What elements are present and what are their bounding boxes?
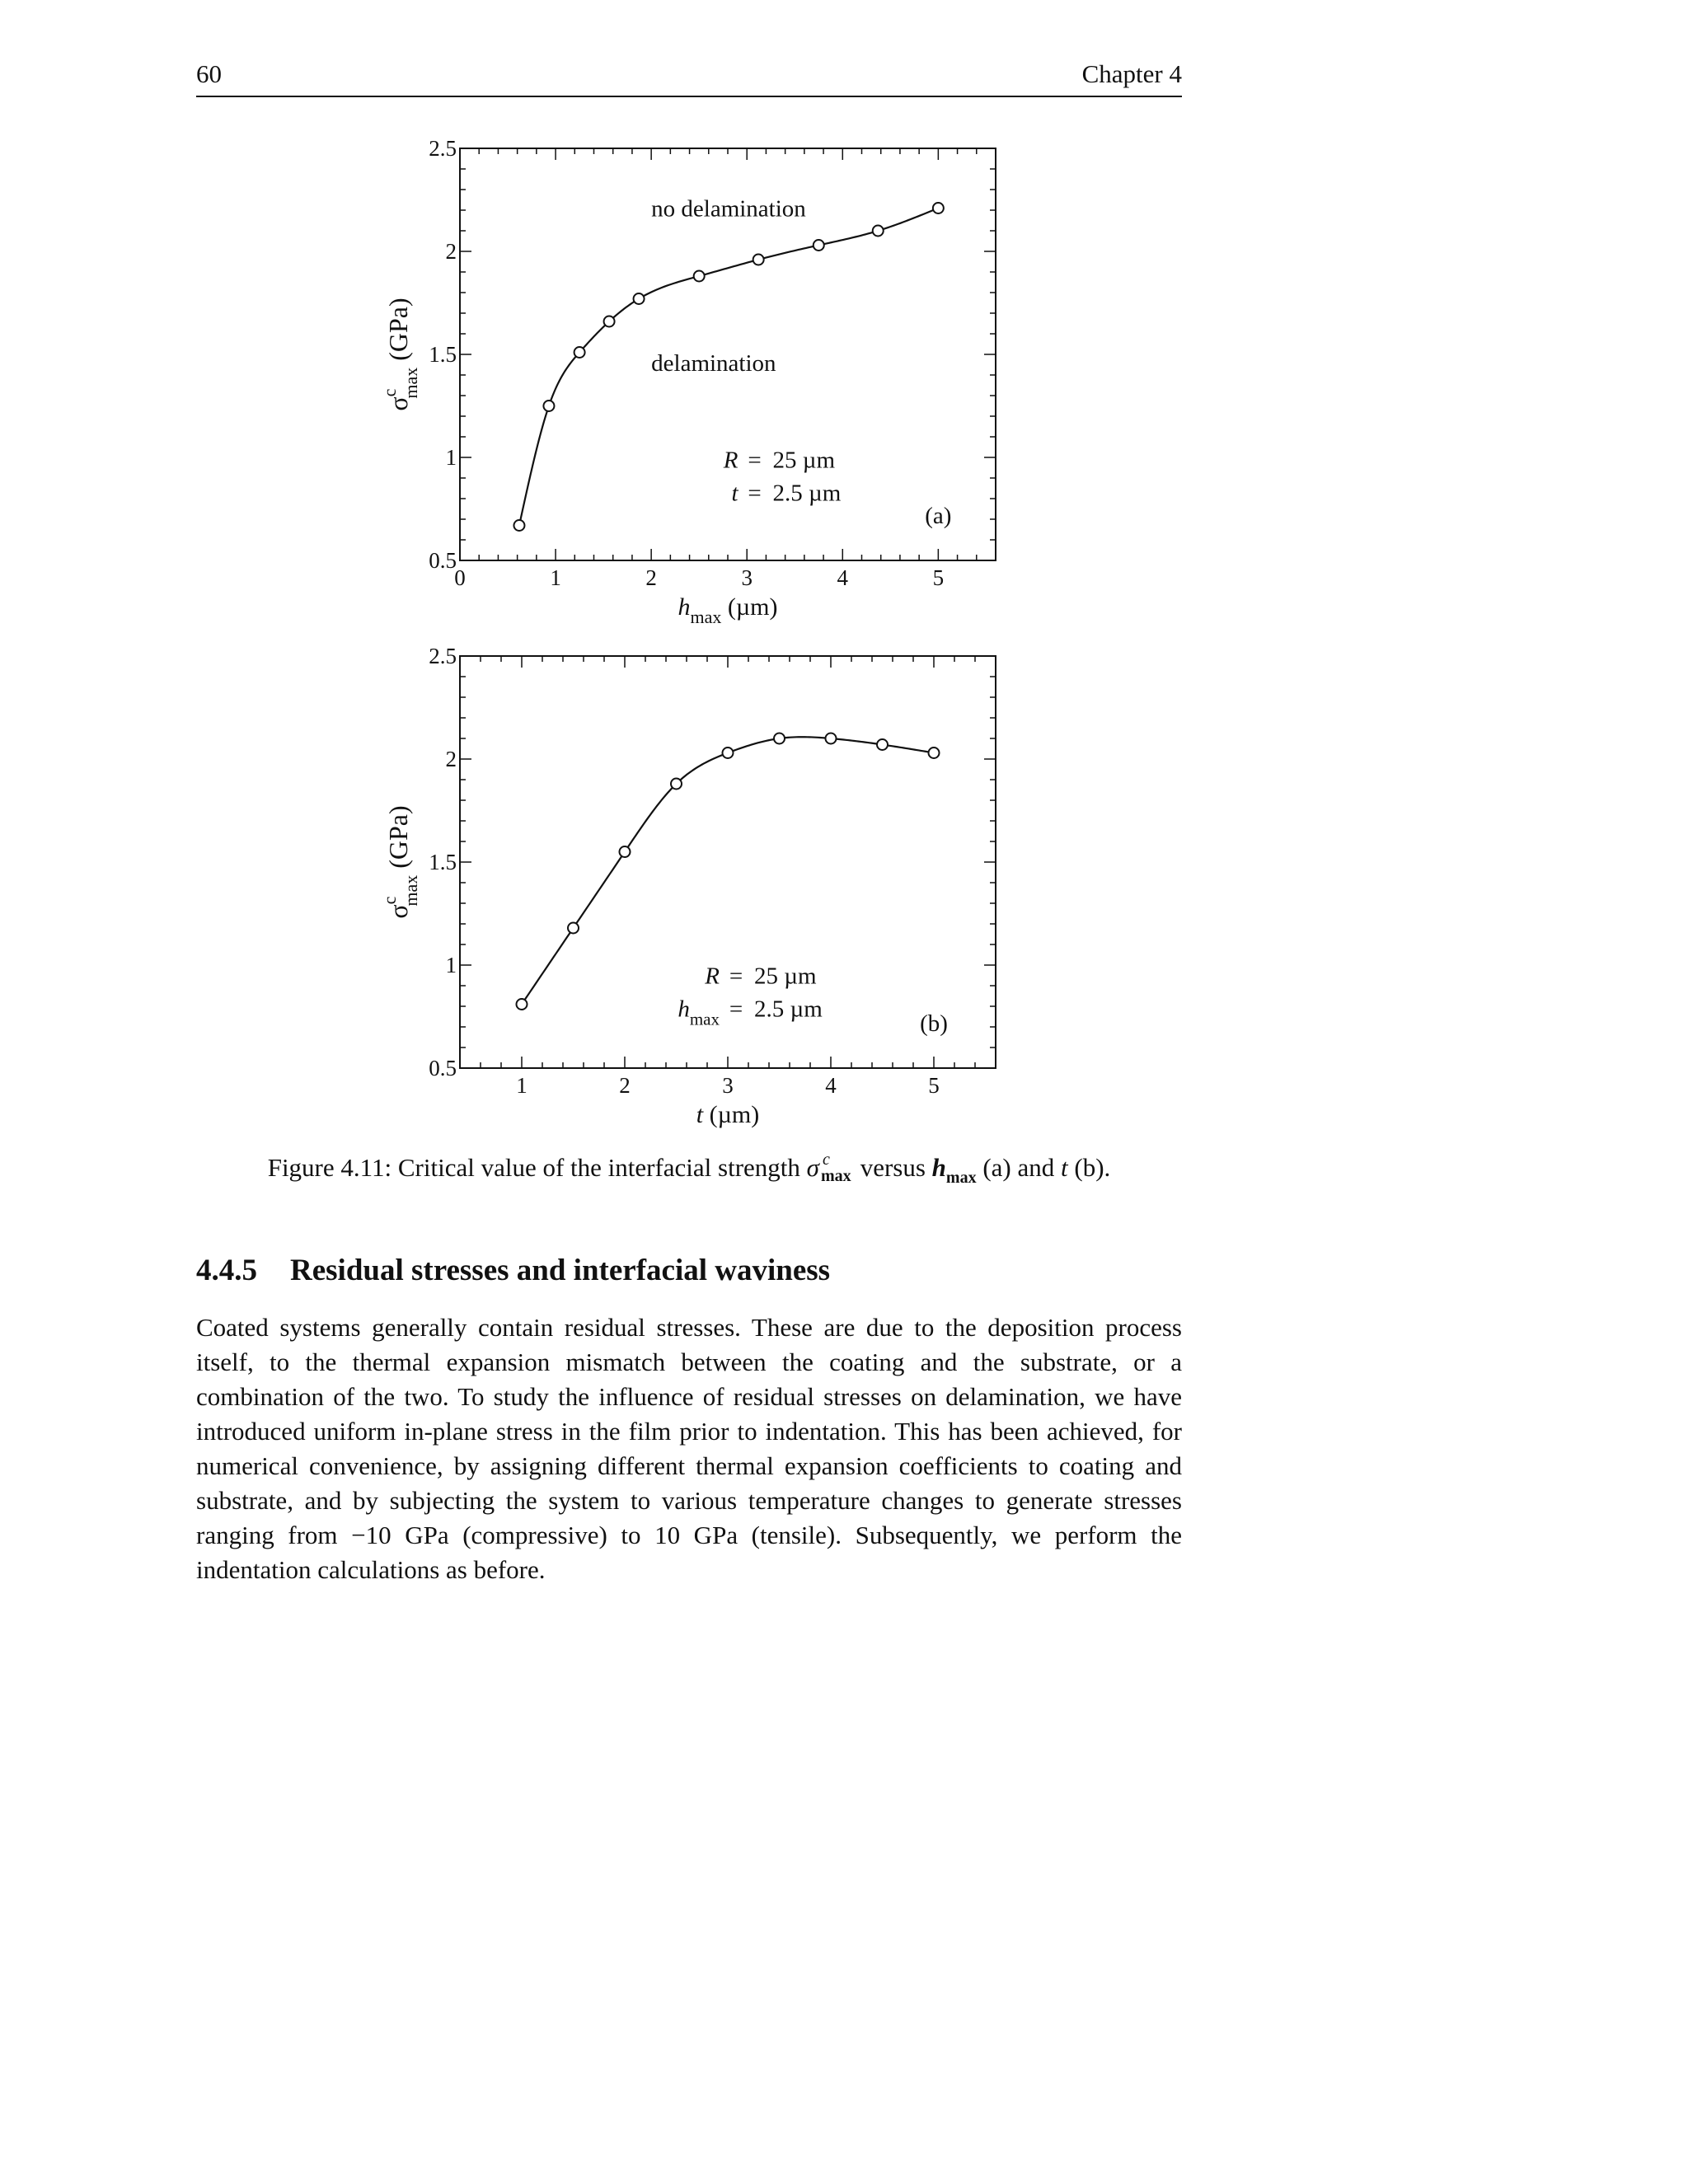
chart-b-data-point (929, 748, 940, 758)
chart-a-x-axis-sub: max (690, 607, 722, 627)
chart-a-annotation-upper: no delamination (651, 195, 806, 223)
chart-a-y-tick-label: 1 (445, 445, 457, 470)
chart-b-x-tick-label: 4 (825, 1073, 837, 1098)
chart-b-x-tick-label: 2 (619, 1073, 631, 1098)
chart-a-data-point (634, 293, 645, 304)
chart-b-param2-symbol (678, 996, 720, 1029)
chart-b-y-tick-label: 0.5 (429, 1056, 457, 1080)
chart-b-data-point (877, 739, 888, 750)
figure-caption (196, 1151, 1182, 1187)
chart-a-y-axis-sup: c (379, 388, 400, 397)
chart-b-data-point (723, 748, 734, 758)
chart-b-y-axis-sup: c (379, 896, 400, 905)
chart-b-y-axis-symbol: σ (383, 904, 413, 919)
chart-a-y-tick-label: 1.5 (429, 342, 457, 367)
chart-b-y-axis-sub: max (401, 874, 421, 907)
chart-b-param2-equals: = (729, 996, 743, 1023)
chart-a-x-axis-symbol: h (678, 593, 691, 621)
caption-sigma-scripts (819, 1151, 854, 1185)
chart-b-data-point (774, 733, 785, 744)
chart-b (379, 635, 1030, 1137)
chart-a-data-point (814, 240, 824, 251)
chart-b-data-point (517, 999, 528, 1010)
section-title: Residual stresses and interfacial waviness (290, 1254, 831, 1287)
chart-a-y-axis-symbol: σ (383, 396, 413, 411)
chart-b-y-tick-label: 2.5 (429, 644, 457, 668)
chart-b-x-axis-unit: (µm) (703, 1101, 760, 1128)
page-header (196, 53, 1182, 97)
chart-b-param1-value: 25 µm (754, 963, 817, 990)
caption-sigma-sup: c (822, 1151, 830, 1169)
chart-b-param2-symbol-sub: max (689, 1009, 720, 1029)
chart-a-y-axis-label (379, 298, 421, 410)
chart-a-y-tick-label: 0.5 (429, 548, 457, 573)
chart-b-data-point (620, 846, 631, 857)
chart-b-data-point (826, 733, 837, 744)
chart-a-x-axis-label (678, 593, 778, 627)
chart-a-y-tick-label: 2 (445, 239, 457, 264)
chart-b-data-point (671, 779, 682, 790)
caption-mid: versus (853, 1153, 932, 1182)
chart-b-x-axis-symbol: t (696, 1101, 704, 1128)
caption-h: h (931, 1153, 946, 1182)
chart-a-data-point (513, 520, 524, 531)
chart-a-data-point (873, 226, 884, 237)
chart-a-param1-symbol (723, 448, 738, 474)
chart-a-x-tick-label: 3 (741, 565, 753, 590)
section-number: 4.4.5 (196, 1254, 257, 1287)
chart-b-y-tick-label: 1.5 (429, 850, 457, 874)
chart-a-annotation-lower: delamination (651, 350, 776, 377)
chart-a-x-axis-unit: (µm) (721, 593, 778, 621)
chart-a-x-tick-label: 1 (550, 565, 561, 590)
chart-b-data-point (568, 923, 579, 934)
chart-b-y-tick-label: 2 (445, 747, 457, 771)
caption-prefix: Figure 4.11: Critical value of the interfacial strength (267, 1153, 807, 1182)
chart-b-panel-label: (b) (920, 1010, 948, 1037)
chart-a-x-tick-label: 5 (932, 565, 945, 590)
chart-a (379, 124, 1030, 635)
chart-a-param2-value: 2.5 µm (772, 480, 842, 507)
chart-b-x-tick-label: 1 (516, 1073, 528, 1098)
chart-a-param2-equals: = (748, 480, 762, 507)
chart-b-param1-equals: = (729, 963, 743, 990)
chart-b-param2-value: 2.5 µm (754, 996, 823, 1023)
caption-h-sub: max (945, 1169, 977, 1187)
chart-a-data-point (604, 316, 615, 327)
caption-suffix: (b). (1067, 1153, 1111, 1182)
chart-a-y-axis-sub: max (401, 367, 421, 399)
chart-b-y-tick-label: 1 (445, 953, 457, 977)
caption-mid2: (a) and (976, 1153, 1062, 1182)
chart-a-data-point (933, 203, 944, 213)
chart-b-y-axis-label (379, 805, 421, 918)
chart-a-panel-label: (a) (925, 503, 952, 529)
chart-b-x-tick-label: 3 (722, 1073, 734, 1098)
chart-b-x-axis-label (696, 1101, 759, 1128)
chart-a-x-tick-label: 0 (454, 565, 466, 590)
chart-a-data-point (753, 255, 764, 265)
chart-a-data-point (694, 271, 705, 282)
chart-a-param1-value: 25 µm (772, 447, 836, 474)
caption-t: t (1061, 1153, 1068, 1182)
chart-a-param2-symbol-base: t (731, 480, 738, 507)
body-paragraph: Coated systems generally contain residual stresses. These are due to the deposition process itself, to the thermal expansion mismatch between the coating and the substrate, or a combination of the two. To study the influence of residual stresses on delamination, we have introduced uniform in-plane stress in the film prior to indentation. This has been achieved, for numerical convenience, by assigning different thermal expansion coefficients to coating and substrate, and by subjecting the system to various temperature changes to generate stresses ranging from −10 GPa (compressive) to 10 GPa (tensile). Subsequently, we perform the indentation calculations as before. (196, 1313, 1182, 1584)
chart-b-y-axis-unit: (GPa) (383, 805, 413, 875)
chart-b-param1-symbol (704, 963, 720, 990)
chapter-title: Chapter 4 (1081, 59, 1182, 88)
section-heading (196, 1253, 1182, 1289)
chart-a-y-axis-text (379, 298, 421, 410)
chart-b-y-axis-text (379, 805, 421, 918)
chart-b-x-tick-label: 5 (928, 1073, 940, 1098)
page-number: 60 (196, 59, 222, 88)
chart-a-param1-equals: = (748, 447, 762, 474)
caption-sigma: σ (806, 1153, 819, 1182)
chart-a-x-tick-label: 4 (837, 565, 849, 590)
chart-a-data-point (543, 401, 554, 411)
chart-a-y-tick-label: 2.5 (429, 136, 457, 161)
chart-b-param2-symbol-base: h (678, 996, 690, 1023)
chart-a-param1-symbol-base: R (723, 447, 738, 474)
caption-sigma-sub: max (820, 1167, 851, 1185)
chart-a-y-axis-unit: (GPa) (383, 298, 413, 368)
chart-b-plot-frame (460, 656, 996, 1068)
chart-a-param2-symbol (731, 480, 738, 507)
chart-a-x-tick-label: 2 (645, 565, 657, 590)
chart-a-data-point (574, 347, 585, 358)
chart-b-param1-symbol-base: R (705, 963, 720, 990)
chart-b-series-line (522, 737, 934, 1004)
